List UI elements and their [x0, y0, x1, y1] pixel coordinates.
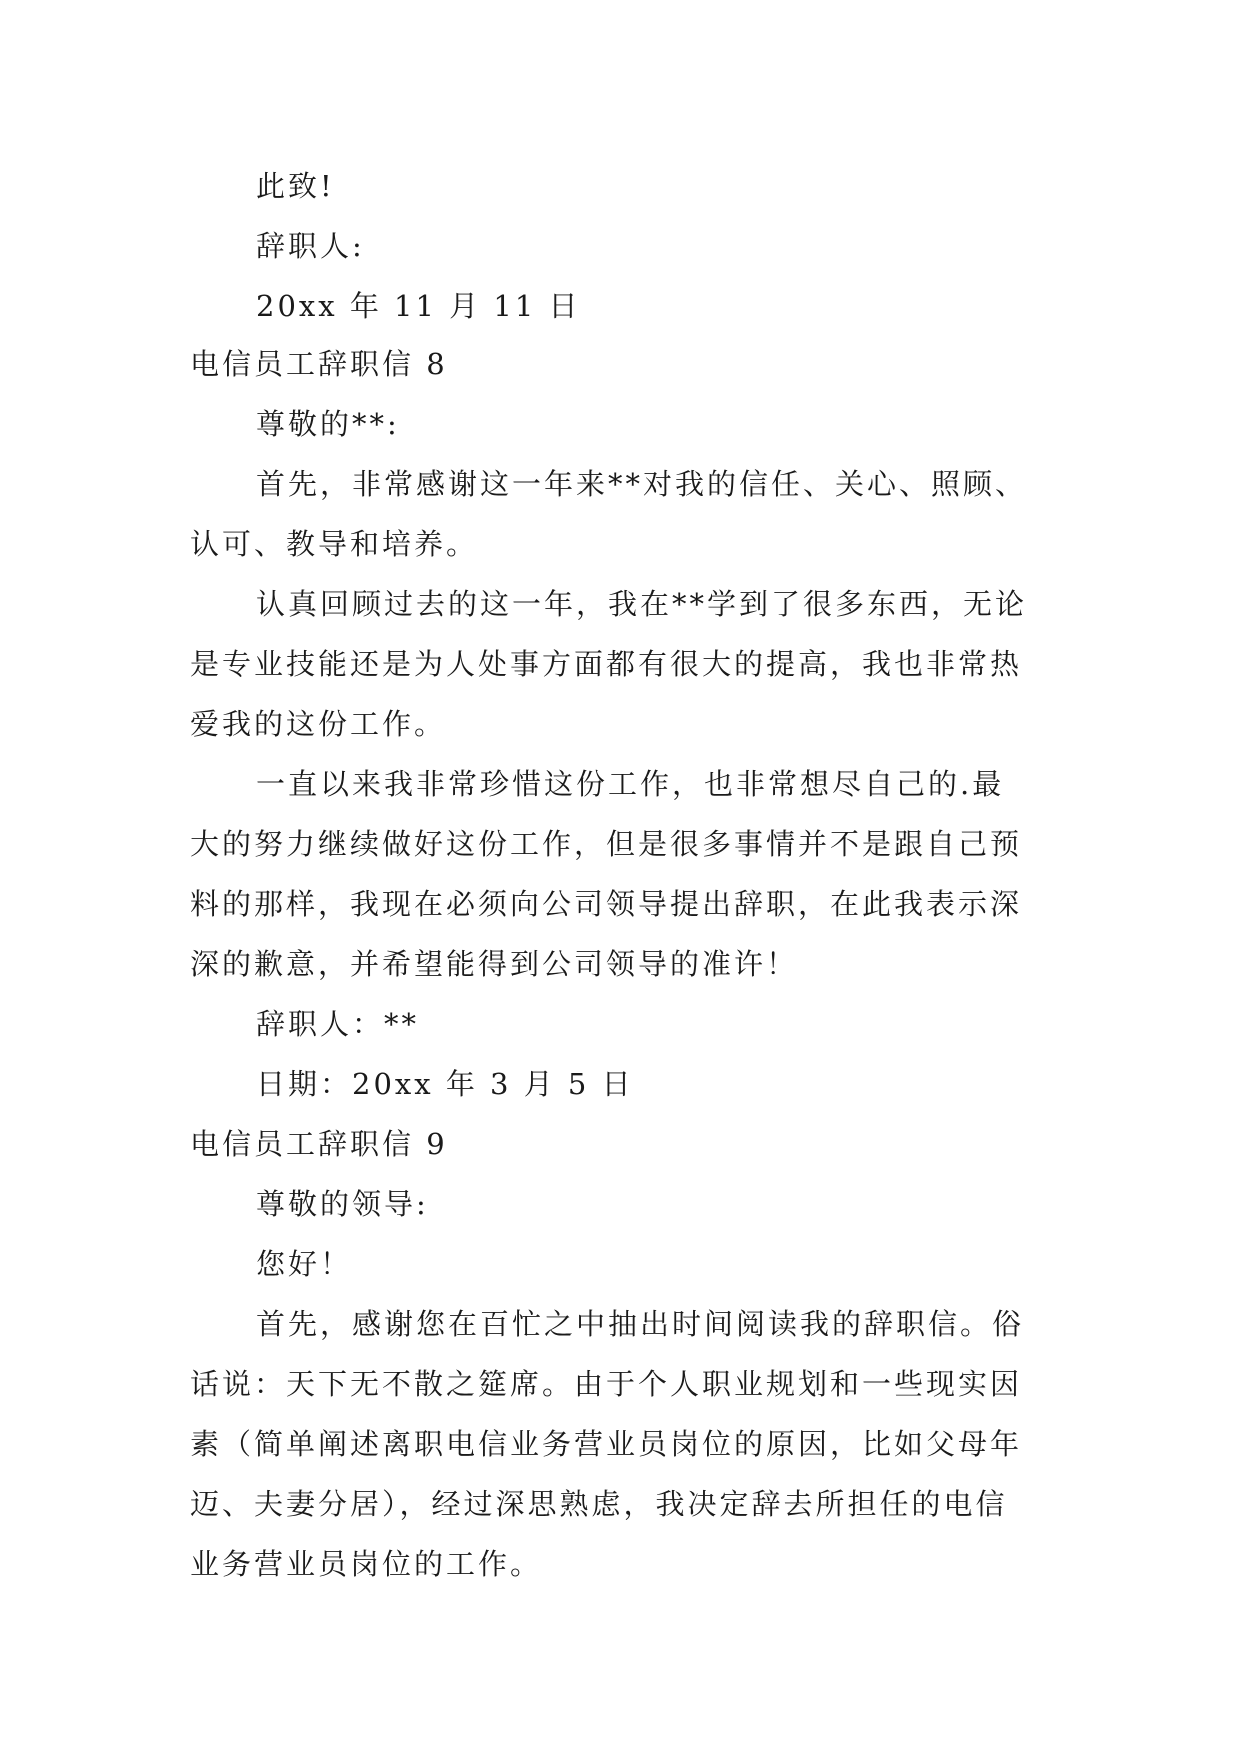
closing-date: 20xx 年 11 月 11 日: [256, 289, 581, 323]
letter8-p2-line: 认真回顾过去的这一年，我在**学到了很多东西，无论: [256, 587, 1028, 621]
letter9-greeting: 尊敬的领导:: [256, 1187, 429, 1221]
letter9-p1-line: 迈、夫妻分居），经过深思熟虑，我决定辞去所担任的电信: [190, 1487, 1008, 1521]
letter8-p1-line: 认可、教导和培养。: [190, 527, 479, 561]
closing-salutation: 此致!: [256, 169, 335, 203]
letter8-p3-line: 大的努力继续做好这份工作，但是很多事情并不是跟自己预: [190, 827, 1023, 861]
letter-heading-8: 电信员工辞职信 8: [190, 347, 448, 381]
letter8-p2-line: 是专业技能还是为人处事方面都有很大的提高，我也非常热: [190, 647, 1023, 681]
letter8-p3-line: 一直以来我非常珍惜这份工作，也非常想尽自己的.最: [256, 767, 1005, 801]
letter9-p1-line: 首先，感谢您在百忙之中抽出时间阅读我的辞职信。俗: [256, 1307, 1025, 1341]
letter8-date: 日期：20xx 年 3 月 5 日: [256, 1067, 634, 1101]
letter8-p1-line: 首先，非常感谢这一年来**对我的信任、关心、照顾、: [256, 467, 1028, 501]
letter9-hello: 您好！: [256, 1247, 353, 1281]
letter8-p3-line: 深的歉意，并希望能得到公司领导的准许！: [190, 947, 799, 981]
letter9-p1-line: 话说：天下无不散之筵席。由于个人职业规划和一些现实因: [190, 1367, 1023, 1401]
letter8-greeting: 尊敬的**:: [256, 407, 400, 441]
letter8-signer: 辞职人：**: [256, 1007, 420, 1041]
closing-signer: 辞职人:: [256, 229, 365, 263]
letter-heading-9: 电信员工辞职信 9: [190, 1127, 448, 1161]
letter9-p1-line: 业务营业员岗位的工作。: [190, 1547, 543, 1581]
letter8-p3-line: 料的那样，我现在必须向公司领导提出辞职，在此我表示深: [190, 887, 1023, 921]
letter8-p2-line: 爱我的这份工作。: [190, 707, 447, 741]
letter9-p1-line: 素（简单阐述离职电信业务营业员岗位的原因，比如父母年: [190, 1427, 1023, 1461]
